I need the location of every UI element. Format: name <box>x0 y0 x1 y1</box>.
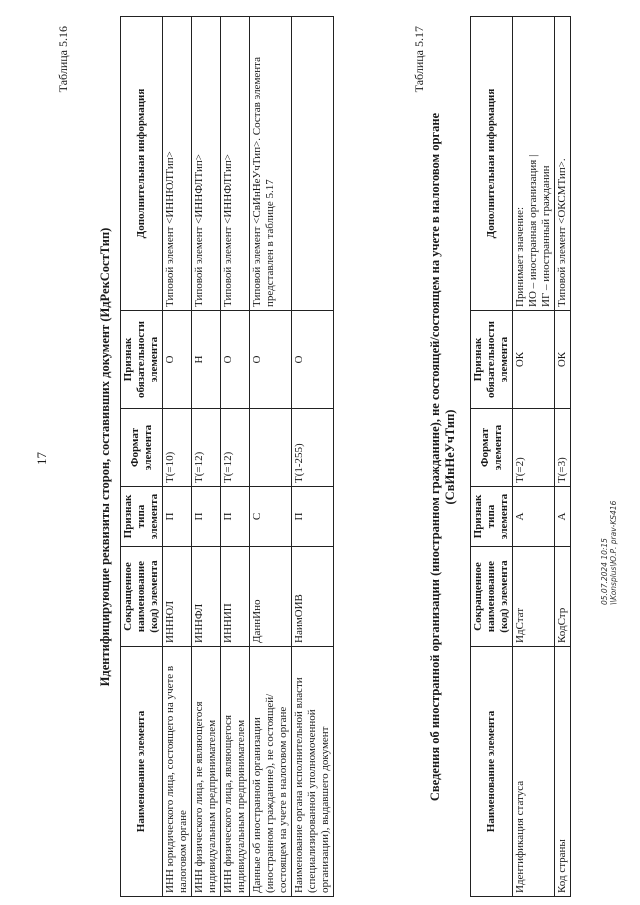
cell-format: T(=12) <box>221 409 250 487</box>
cell-name: Наименование органа исполнительной власти (специализированной уполномоченной организации), выдавшего документ <box>292 647 334 897</box>
cell-type: А <box>555 487 571 547</box>
table-row <box>192 17 221 897</box>
cell-code: КодСтр <box>555 547 571 647</box>
cell-code: ИННФЛ <box>192 547 221 647</box>
cell-info: Типовой элемент <ОКСМТип>. <box>555 17 571 311</box>
cell-required: Н <box>192 311 221 409</box>
header-required: Признак обязательности элемента <box>121 311 163 409</box>
cell-info: Типовой элемент <СвИнНеУчТип>. Состав элемента представлен в таблице 5.17 <box>250 17 292 311</box>
table-5-17-title-line2: (СвИнНеУчТип) <box>443 409 457 505</box>
cell-type: П <box>292 487 334 547</box>
print-stamp <box>600 501 618 605</box>
table-row <box>555 17 571 897</box>
cell-format: T(=3) <box>555 409 571 487</box>
cell-required: О <box>221 311 250 409</box>
table-header-row <box>121 17 163 897</box>
header-element-name: Наименование элемента <box>121 647 163 897</box>
table-row <box>292 17 334 897</box>
table-row <box>250 17 292 897</box>
cell-required: ОК <box>555 311 571 409</box>
cell-format: T(=12) <box>192 409 221 487</box>
cell-required: ОК <box>513 311 555 409</box>
cell-name: Код страны <box>555 647 571 897</box>
cell-format <box>250 409 292 487</box>
header-format: Формат элемента <box>121 409 163 487</box>
cell-type: П <box>192 487 221 547</box>
table-5-17-label: Таблица 5.17 <box>412 26 426 93</box>
stamp-path: \\Konsplus\Ю.Р. prav-KS416 <box>609 500 618 605</box>
header-info: Дополнительная информация <box>121 17 163 311</box>
table-5-16-label: Таблица 5.16 <box>56 26 70 93</box>
header-code: Сокращенное наименование (код) элемента <box>471 547 513 647</box>
cell-name: ИНН физического лица, являющегося индивидуальным предпринимателем <box>221 647 250 897</box>
cell-info: Принимает значение: ИО – иностранная организация | ИГ – иностранный гражданин <box>513 17 555 311</box>
cell-required: О <box>163 311 192 409</box>
table-5-16 <box>120 16 334 897</box>
stamp-date: 05.07.2024 10:15 <box>600 538 609 605</box>
cell-info <box>292 17 334 311</box>
cell-code: ИННИП <box>221 547 250 647</box>
table-header-row <box>471 17 513 897</box>
cell-required: О <box>250 311 292 409</box>
table-5-17-title-line1: Сведения об иностранной организации (иностранном гражданине), не состоящей/состоящем на учете в налоговом органе <box>428 112 442 802</box>
cell-type: А <box>513 487 555 547</box>
cell-format: T(=10) <box>163 409 192 487</box>
header-format: Формат элемента <box>471 409 513 487</box>
cell-name: ИНН юридического лица, состоящего на учете в налоговом органе <box>163 647 192 897</box>
header-info: Дополнительная информация <box>471 17 513 311</box>
header-type: Признак типа элемента <box>471 487 513 547</box>
cell-code: ИННЮЛ <box>163 547 192 647</box>
table-5-16-title: Идентифицирующие реквизиты сторон, составивших документ (ИдРекСостТип) <box>98 227 112 687</box>
header-type: Признак типа элемента <box>121 487 163 547</box>
cell-type: П <box>163 487 192 547</box>
cell-name: ИНН физического лица, не являющегося индивидуальным предпринимателем <box>192 647 221 897</box>
cell-info: Типовой элемент <ИННФЛТип> <box>192 17 221 311</box>
cell-type: П <box>221 487 250 547</box>
cell-code: ИдСтат <box>513 547 555 647</box>
page-number: 17 <box>34 452 49 465</box>
cell-name: Идентификация статуса <box>513 647 555 897</box>
table-row <box>513 17 555 897</box>
cell-name: Данные об иностранной организации (иностранном гражданине), не состоящей/состоящем на учете в налоговом органе <box>250 647 292 897</box>
header-element-name: Наименование элемента <box>471 647 513 897</box>
cell-format: T(1-255) <box>292 409 334 487</box>
cell-code: ДаннИно <box>250 547 292 647</box>
header-code: Сокращенное наименование (код) элемента <box>121 547 163 647</box>
cell-required: О <box>292 311 334 409</box>
table-5-17 <box>470 16 571 897</box>
cell-format: T(=2) <box>513 409 555 487</box>
cell-info: Типовой элемент <ИННФЛТип> <box>221 17 250 311</box>
cell-type: С <box>250 487 292 547</box>
table-row <box>163 17 192 897</box>
header-required: Признак обязательности элемента <box>471 311 513 409</box>
cell-code: НаимОИВ <box>292 547 334 647</box>
table-5-17-title <box>428 17 458 897</box>
table-row <box>221 17 250 897</box>
cell-info: Типовой элемент <ИННЮЛТип> <box>163 17 192 311</box>
